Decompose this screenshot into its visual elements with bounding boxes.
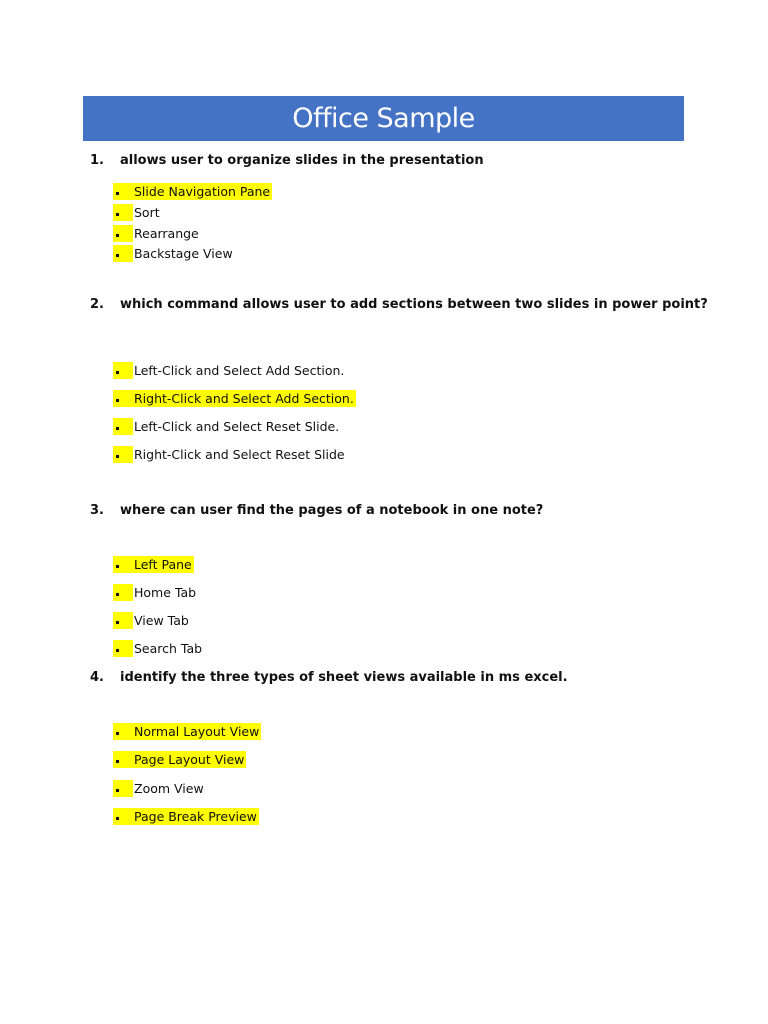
option-text: View Tab bbox=[134, 613, 189, 628]
option-text: Page Layout View bbox=[134, 752, 245, 767]
option-3a[interactable] bbox=[113, 556, 194, 573]
question-number: 2. bbox=[90, 297, 104, 312]
option-text: Zoom View bbox=[134, 781, 204, 796]
option-text: Home Tab bbox=[134, 585, 197, 600]
page-title: Office Sample bbox=[292, 103, 475, 134]
question-4 bbox=[90, 670, 568, 685]
title-banner bbox=[83, 96, 684, 141]
option-4a[interactable] bbox=[113, 723, 261, 740]
option-3b[interactable] bbox=[113, 584, 198, 601]
option-text: Right-Click and Select Add Section. bbox=[134, 391, 354, 406]
bullet-icon bbox=[113, 808, 133, 825]
option-text: Right-Click and Select Reset Slide bbox=[134, 447, 345, 462]
bullet-icon bbox=[113, 204, 133, 221]
bullet-icon bbox=[113, 245, 133, 262]
bullet-icon bbox=[113, 183, 133, 200]
bullet-icon bbox=[113, 390, 133, 407]
question-number: 3. bbox=[90, 503, 104, 518]
option-1d[interactable] bbox=[113, 245, 235, 262]
bullet-icon bbox=[113, 612, 133, 629]
option-text: Slide Navigation Pane bbox=[134, 184, 271, 199]
question-text: where can user find the pages of a notebook in one note? bbox=[120, 503, 544, 518]
question-1 bbox=[90, 153, 484, 168]
bullet-icon bbox=[113, 225, 133, 242]
option-4c[interactable] bbox=[113, 780, 206, 797]
option-text: Backstage View bbox=[134, 246, 233, 261]
option-3d[interactable] bbox=[113, 640, 204, 657]
option-2c[interactable] bbox=[113, 418, 341, 435]
option-text: Left-Click and Select Reset Slide. bbox=[134, 419, 340, 434]
bullet-icon bbox=[113, 723, 133, 740]
option-text: Normal Layout View bbox=[134, 724, 260, 739]
bullet-icon bbox=[113, 780, 133, 797]
question-text: which command allows user to add sections between two slides in power point? bbox=[120, 297, 708, 312]
option-text: Sort bbox=[134, 205, 160, 220]
option-4d[interactable] bbox=[113, 808, 259, 825]
option-text: Page Break Preview bbox=[134, 809, 257, 824]
question-2 bbox=[90, 297, 708, 312]
option-text: Search Tab bbox=[134, 641, 203, 656]
bullet-icon bbox=[113, 640, 133, 657]
option-1a[interactable] bbox=[113, 183, 272, 200]
option-text: Left-Click and Select Add Section. bbox=[134, 363, 345, 378]
question-number: 4. bbox=[90, 670, 104, 685]
question-text: identify the three types of sheet views available in ms excel. bbox=[120, 670, 568, 685]
bullet-icon bbox=[113, 584, 133, 601]
option-2b[interactable] bbox=[113, 390, 356, 407]
bullet-icon bbox=[113, 418, 133, 435]
option-3c[interactable] bbox=[113, 612, 191, 629]
option-1b[interactable] bbox=[113, 204, 162, 221]
bullet-icon bbox=[113, 446, 133, 463]
bullet-icon bbox=[113, 556, 133, 573]
option-1c[interactable] bbox=[113, 225, 201, 242]
option-text: Left Pane bbox=[134, 557, 192, 572]
bullet-icon bbox=[113, 362, 133, 379]
option-2a[interactable] bbox=[113, 362, 346, 379]
bullet-icon bbox=[113, 751, 133, 768]
question-3 bbox=[90, 503, 543, 518]
option-text: Rearrange bbox=[134, 226, 199, 241]
option-4b[interactable] bbox=[113, 751, 246, 768]
question-text: allows user to organize slides in the presentation bbox=[120, 153, 484, 168]
option-2d[interactable] bbox=[113, 446, 347, 463]
question-number: 1. bbox=[90, 153, 104, 168]
